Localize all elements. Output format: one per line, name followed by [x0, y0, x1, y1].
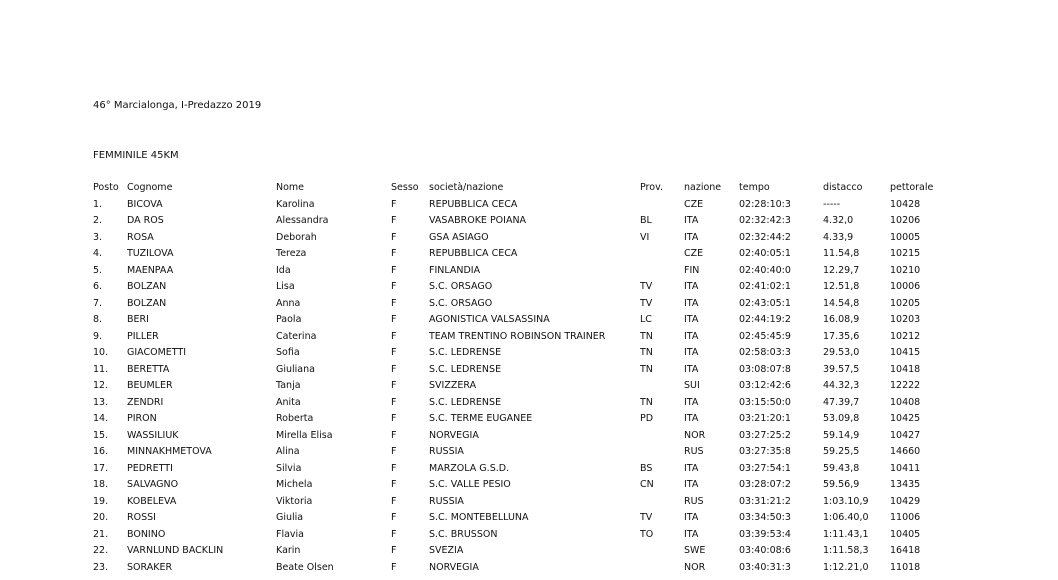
cell-tempo: 02:40:40:0 — [739, 264, 791, 276]
cell-sesso: F — [391, 330, 397, 342]
cell-cognome: SORAKER — [127, 561, 173, 573]
table-row — [93, 345, 950, 362]
cell-sesso: F — [391, 528, 397, 540]
cell-nazione: ITA — [684, 479, 699, 490]
cell-distacco: 44.32,3 — [823, 380, 860, 391]
cell-nazione: ITA — [684, 512, 699, 523]
cell-posto: 15. — [93, 429, 109, 441]
cell-sesso: F — [391, 380, 397, 391]
cell-posto: 3. — [93, 231, 103, 243]
cell-distacco: 39.57,5 — [823, 363, 860, 375]
cell-societa: AGONISTICA VALSASSINA — [429, 314, 550, 325]
cell-tempo: 02:45:45:9 — [739, 330, 791, 342]
cell-nazione: ITA — [684, 413, 699, 424]
header-sesso: Sesso — [391, 182, 419, 193]
cell-nome: Alina — [276, 446, 300, 457]
cell-pettorale: 10212 — [890, 330, 921, 342]
cell-cognome: MAENPAA — [127, 264, 174, 276]
cell-distacco: 1:11.43,1 — [823, 528, 869, 540]
cell-pettorale: 10418 — [890, 363, 921, 375]
cell-societa: S.C. LEDRENSE — [429, 363, 502, 375]
cell-posto: 12. — [93, 380, 109, 391]
cell-societa: S.C. BRUSSON — [429, 528, 498, 540]
table-row — [93, 477, 950, 494]
cell-nazione: ITA — [684, 363, 699, 375]
cell-prov: BL — [640, 215, 652, 226]
table-row — [93, 312, 950, 329]
cell-distacco: 16.08,9 — [823, 314, 860, 325]
cell-prov — [640, 444, 684, 461]
cell-nazione: ITA — [684, 347, 699, 358]
cell-cognome: BERI — [127, 314, 149, 325]
cell-tempo: 03:12:42:6 — [739, 380, 791, 391]
cell-cognome: BONINO — [127, 528, 166, 540]
cell-posto: 21. — [93, 528, 109, 540]
cell-posto: 18. — [93, 479, 109, 490]
cell-pettorale: 11018 — [890, 561, 921, 573]
cell-pettorale: 10415 — [890, 347, 921, 358]
cell-societa: S.C. VALLE PESIO — [429, 479, 511, 490]
cell-tempo: 02:28:10:3 — [739, 198, 791, 210]
cell-cognome: MINNAKHMETOVA — [127, 446, 212, 457]
cell-prov — [640, 263, 684, 280]
cell-nome: Tereza — [276, 248, 307, 259]
cell-sesso: F — [391, 297, 397, 309]
cell-posto: 17. — [93, 462, 109, 474]
cell-tempo: 03:40:08:6 — [739, 545, 791, 556]
cell-pettorale: 10006 — [890, 281, 921, 292]
cell-nome: Viktoria — [276, 495, 313, 507]
cell-cognome: PEDRETTI — [127, 462, 173, 474]
cell-distacco: 59.56,9 — [823, 479, 860, 490]
cell-tempo: 03:27:54:1 — [739, 462, 791, 474]
cell-distacco: 59.25,5 — [823, 446, 860, 457]
cell-cognome: ZENDRI — [127, 396, 164, 408]
table-row — [93, 213, 950, 230]
cell-tempo: 03:27:25:2 — [739, 429, 791, 441]
table-row — [93, 362, 950, 379]
cell-prov: BS — [640, 462, 653, 474]
cell-nome: Alessandra — [276, 215, 329, 226]
cell-societa: FINLANDIA — [429, 264, 481, 276]
cell-tempo: 02:44:19:2 — [739, 314, 791, 325]
cell-societa: S.C. TERME EUGANEE — [429, 413, 533, 424]
cell-pettorale: 10408 — [890, 396, 921, 408]
cell-tempo: 03:08:07:8 — [739, 363, 791, 375]
cell-prov — [640, 378, 684, 395]
cell-sesso: F — [391, 479, 397, 490]
cell-prov: PD — [640, 413, 654, 424]
cell-posto: 1. — [93, 198, 103, 210]
cell-pettorale: 10405 — [890, 528, 921, 540]
cell-nazione: ITA — [684, 396, 699, 408]
cell-societa: NORVEGIA — [429, 561, 479, 573]
cell-nazione: ITA — [684, 462, 699, 474]
cell-nome: Deborah — [276, 231, 317, 243]
cell-societa: S.C. LEDRENSE — [429, 347, 502, 358]
table-row — [93, 230, 950, 247]
cell-cognome: BEUMLER — [127, 380, 173, 391]
table-row — [93, 560, 950, 577]
cell-tempo: 02:40:05:1 — [739, 248, 791, 259]
cell-societa: NORVEGIA — [429, 429, 479, 441]
cell-sesso: F — [391, 363, 397, 375]
cell-posto: 13. — [93, 396, 109, 408]
cell-posto: 2. — [93, 215, 103, 226]
cell-nazione: ITA — [684, 215, 699, 226]
cell-prov: TN — [640, 330, 653, 342]
cell-nome: Anita — [276, 396, 301, 408]
cell-pettorale: 10210 — [890, 264, 921, 276]
cell-nome: Karin — [276, 545, 301, 556]
cell-tempo: 02:32:44:2 — [739, 231, 791, 243]
cell-nazione: NOR — [684, 561, 706, 573]
cell-prov: TN — [640, 396, 653, 408]
cell-tempo: 02:41:02:1 — [739, 281, 791, 292]
cell-pettorale: 16418 — [890, 545, 921, 556]
cell-nazione: NOR — [684, 429, 706, 441]
cell-posto: 20. — [93, 512, 109, 523]
cell-tempo: 03:21:20:1 — [739, 413, 791, 424]
cell-distacco: 47.39,7 — [823, 396, 860, 408]
cell-cognome: BICOVA — [127, 198, 163, 210]
cell-posto: 5. — [93, 264, 103, 276]
cell-tempo: 02:43:05:1 — [739, 297, 791, 309]
header-prov: Prov. — [640, 182, 663, 193]
cell-prov — [640, 246, 684, 263]
cell-nome: Anna — [276, 297, 301, 309]
table-row — [93, 527, 950, 544]
cell-cognome: BERETTA — [127, 363, 170, 375]
cell-prov — [640, 560, 684, 577]
cell-pettorale: 10411 — [890, 462, 921, 474]
cell-pettorale: 11006 — [890, 512, 921, 523]
table-row — [93, 494, 950, 511]
cell-distacco: 12.29,7 — [823, 264, 860, 276]
header-societa: società/nazione — [429, 182, 504, 193]
cell-sesso: F — [391, 413, 397, 424]
cell-societa: REPUBBLICA CECA — [429, 248, 518, 259]
cell-posto: 7. — [93, 297, 103, 309]
cell-societa: RUSSIA — [429, 446, 464, 457]
cell-societa: S.C. ORSAGO — [429, 297, 493, 309]
table-row — [93, 444, 950, 461]
cell-posto: 22. — [93, 545, 109, 556]
cell-sesso: F — [391, 248, 397, 259]
table-row — [93, 411, 950, 428]
cell-sesso: F — [391, 347, 397, 358]
cell-sesso: F — [391, 281, 397, 292]
cell-cognome: TUZILOVA — [127, 248, 174, 259]
table-row — [93, 296, 950, 313]
cell-distacco: 14.54,8 — [823, 297, 860, 309]
cell-nazione: CZE — [684, 198, 704, 210]
header-cognome: Cognome — [127, 182, 173, 193]
cell-sesso: F — [391, 545, 397, 556]
cell-distacco: 1:06.40,0 — [823, 512, 869, 523]
cell-tempo: 03:40:31:3 — [739, 561, 791, 573]
header-row — [93, 180, 950, 197]
cell-cognome: WASSILIUK — [127, 429, 179, 441]
cell-prov — [640, 197, 684, 214]
cell-prov: VI — [640, 231, 650, 243]
cell-societa: GSA ASIAGO — [429, 231, 489, 243]
cell-pettorale: 10005 — [890, 231, 921, 243]
cell-sesso: F — [391, 462, 397, 474]
table-row — [93, 279, 950, 296]
cell-posto: 16. — [93, 446, 109, 457]
cell-distacco: 53.09,8 — [823, 413, 860, 424]
cell-societa: SVIZZERA — [429, 380, 477, 391]
cell-prov: TV — [640, 512, 653, 523]
cell-sesso: F — [391, 396, 397, 408]
table-row — [93, 395, 950, 412]
cell-prov — [640, 494, 684, 511]
cell-distacco: 59.43,8 — [823, 462, 860, 474]
cell-prov: TN — [640, 347, 653, 358]
cell-cognome: BOLZAN — [127, 281, 167, 292]
cell-cognome: SALVAGNO — [127, 479, 179, 490]
table-row — [93, 329, 950, 346]
cell-pettorale: 10425 — [890, 413, 921, 424]
cell-nome: Lisa — [276, 281, 295, 292]
cell-pettorale: 10205 — [890, 297, 921, 309]
cell-cognome: ROSA — [127, 231, 154, 243]
cell-tempo: 02:32:42:3 — [739, 215, 791, 226]
cell-pettorale: 10427 — [890, 429, 921, 441]
cell-nazione: ITA — [684, 231, 699, 243]
cell-pettorale: 10206 — [890, 215, 921, 226]
cell-pettorale: 10429 — [890, 495, 921, 507]
cell-nome: Beate Olsen — [276, 561, 334, 573]
cell-pettorale: 10215 — [890, 248, 921, 259]
cell-distacco: 1:03.10,9 — [823, 495, 869, 507]
cell-nome: Ida — [276, 264, 291, 276]
cell-distacco: 59.14,9 — [823, 429, 860, 441]
cell-nome: Paola — [276, 314, 302, 325]
cell-tempo: 03:27:35:8 — [739, 446, 791, 457]
table-row — [93, 428, 950, 445]
cell-cognome: DA ROS — [127, 215, 164, 226]
cell-pettorale: 13435 — [890, 479, 921, 490]
cell-tempo: 02:58:03:3 — [739, 347, 791, 358]
cell-societa: S.C. MONTEBELLUNA — [429, 512, 529, 523]
cell-prov: LC — [640, 314, 652, 325]
cell-nazione: ITA — [684, 314, 699, 325]
table-header — [93, 180, 950, 197]
cell-distacco: 4.33,9 — [823, 231, 854, 243]
cell-nazione: CZE — [684, 248, 704, 259]
cell-posto: 6. — [93, 281, 103, 292]
cell-nome: Sofia — [276, 347, 300, 358]
cell-posto: 4. — [93, 248, 103, 259]
cell-distacco: 1:11.58,3 — [823, 545, 869, 556]
cell-cognome: PILLER — [127, 330, 159, 342]
cell-prov: TV — [640, 297, 653, 309]
cell-societa: S.C. ORSAGO — [429, 281, 493, 292]
cell-nome: Michela — [276, 479, 313, 490]
cell-societa: TEAM TRENTINO ROBINSON TRAINER — [429, 330, 606, 342]
cell-distacco: 12.51,8 — [823, 281, 860, 292]
cell-prov: TN — [640, 363, 653, 375]
cell-pettorale: 10428 — [890, 198, 921, 210]
header-distacco: distacco — [823, 182, 863, 193]
results-table — [93, 180, 950, 576]
cell-tempo: 03:31:21:2 — [739, 495, 791, 507]
cell-cognome: BOLZAN — [127, 297, 167, 309]
cell-sesso: F — [391, 446, 397, 457]
cell-nome: Mirella Elisa — [276, 429, 333, 441]
table-row — [93, 378, 950, 395]
cell-prov: TV — [640, 281, 653, 292]
table-body — [93, 197, 950, 577]
cell-distacco: 17.35,6 — [823, 330, 860, 342]
table-row — [93, 543, 950, 560]
cell-posto: 19. — [93, 495, 109, 507]
cell-sesso: F — [391, 215, 397, 226]
table-row — [93, 263, 950, 280]
cell-tempo: 03:28:07:2 — [739, 479, 791, 490]
cell-sesso: F — [391, 231, 397, 243]
cell-societa: S.C. LEDRENSE — [429, 396, 502, 408]
header-nazione: nazione — [684, 182, 722, 193]
cell-nome: Flavia — [276, 528, 305, 540]
cell-sesso: F — [391, 429, 397, 441]
cell-sesso: F — [391, 495, 397, 507]
document-title: 46° Marcialonga, I-Predazzo 2019 — [93, 100, 262, 111]
cell-sesso: F — [391, 264, 397, 276]
cell-nazione: ITA — [684, 528, 699, 540]
category-heading: FEMMINILE 45KM — [93, 150, 179, 161]
cell-posto: 11. — [93, 363, 109, 375]
table-row — [93, 510, 950, 527]
cell-nazione: SUI — [684, 380, 700, 391]
cell-nome: Giulia — [276, 512, 304, 523]
cell-nome: Giuliana — [276, 363, 315, 375]
cell-nazione: ITA — [684, 281, 699, 292]
cell-nome: Silvia — [276, 462, 302, 474]
cell-tempo: 03:34:50:3 — [739, 512, 791, 523]
cell-pettorale: 12222 — [890, 380, 921, 391]
cell-societa: VASABROKE POIANA — [429, 215, 527, 226]
cell-sesso: F — [391, 198, 397, 210]
cell-sesso: F — [391, 512, 397, 523]
table-row — [93, 461, 950, 478]
cell-nazione: ITA — [684, 330, 699, 342]
cell-nazione: RUS — [684, 446, 704, 457]
header-nome: Nome — [276, 182, 305, 193]
cell-prov: TO — [640, 528, 654, 540]
cell-distacco: 11.54,8 — [823, 248, 860, 259]
cell-societa: REPUBBLICA CECA — [429, 198, 518, 210]
cell-nazione: FIN — [684, 264, 700, 276]
cell-posto: 23. — [93, 561, 109, 573]
cell-prov: CN — [640, 479, 654, 490]
cell-nome: Karolina — [276, 198, 315, 210]
cell-distacco: ----- — [823, 198, 841, 210]
cell-posto: 9. — [93, 330, 103, 342]
table-row — [93, 246, 950, 263]
cell-posto: 10. — [93, 347, 109, 358]
cell-posto: 14. — [93, 413, 109, 424]
cell-distacco: 4.32,0 — [823, 215, 854, 226]
cell-tempo: 03:15:50:0 — [739, 396, 791, 408]
cell-prov — [640, 428, 684, 445]
cell-societa: SVEZIA — [429, 545, 464, 556]
cell-prov — [640, 543, 684, 560]
cell-societa: RUSSIA — [429, 495, 464, 507]
header-tempo: tempo — [739, 182, 770, 193]
cell-cognome: ROSSI — [127, 512, 156, 523]
cell-cognome: KOBELEVA — [127, 495, 177, 507]
cell-nazione: ITA — [684, 297, 699, 309]
cell-pettorale: 10203 — [890, 314, 921, 325]
cell-sesso: F — [391, 314, 397, 325]
header-pettorale: pettorale — [890, 182, 934, 193]
cell-nome: Roberta — [276, 413, 314, 424]
table-row — [93, 197, 950, 214]
cell-cognome: GIACOMETTI — [127, 347, 187, 358]
cell-nome: Caterina — [276, 330, 317, 342]
cell-pettorale: 14660 — [890, 446, 921, 457]
cell-nazione: RUS — [684, 495, 704, 507]
cell-posto: 8. — [93, 314, 103, 325]
cell-cognome: VARNLUND BACKLIN — [127, 545, 224, 556]
cell-nome: Tanja — [276, 380, 301, 391]
cell-distacco: 29.53,0 — [823, 347, 860, 358]
cell-tempo: 03:39:53:4 — [739, 528, 791, 540]
header-posto: Posto — [93, 182, 119, 193]
cell-distacco: 1:12.21,0 — [823, 561, 869, 573]
cell-sesso: F — [391, 561, 397, 573]
cell-societa: MARZOLA G.S.D. — [429, 462, 510, 474]
cell-nazione: SWE — [684, 545, 706, 556]
cell-cognome: PIRON — [127, 413, 157, 424]
